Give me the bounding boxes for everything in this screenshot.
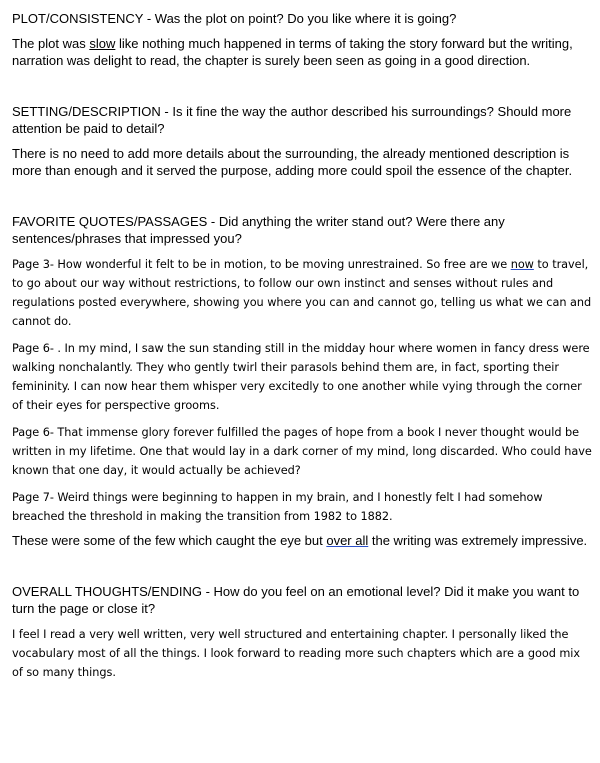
spacer — [12, 69, 592, 103]
quote-page-6b — [12, 423, 592, 480]
setting-heading: SETTING/DESCRIPTION - Is it fine the way the author described his surroundings? Should more attention be paid to detail? — [12, 104, 572, 136]
quote-page-6a — [12, 339, 592, 415]
quote-3-label: Page 6- — [12, 426, 58, 439]
quotes-closing — [12, 532, 592, 549]
quotes-closing-underlined: over all — [326, 533, 369, 548]
spacer — [12, 549, 592, 583]
quote-3-text: That immense glory forever fulfilled the pages of hope from a book I never thought would be written in my lifetime. One that would lay in a dark corner of my mind, long discarded. Who could have known that one day, it would actually be achieved? — [12, 426, 592, 477]
overall-heading: OVERALL THOUGHTS/ENDING - How do you feel on an emotional level? Did it make you want to turn the page or close it? — [12, 584, 580, 616]
document-page — [12, 10, 592, 682]
spacer — [12, 331, 592, 339]
quote-1-underlined: now — [510, 258, 534, 271]
quote-1-label: Page 3- — [12, 258, 58, 271]
plot-body-underlined: slow — [89, 36, 116, 51]
spacer — [12, 480, 592, 488]
quote-1-pre: How wonderful it felt to be in motion, to be moving unrestrained. So free are we — [57, 258, 511, 271]
quotes-heading: FAVORITE QUOTES/PASSAGES - Did anything the writer stand out? Were there any sentences/phrases that impressed you? — [12, 214, 505, 246]
quote-4-text: Weird things were beginning to happen in my brain, and I honestly felt I had somehow breached the threshold in making the transition from 1982 to 1882. — [12, 491, 543, 523]
plot-body — [12, 35, 592, 69]
spacer — [12, 179, 592, 213]
quotes-closing-pre: These were some of the few which caught the eye but — [12, 533, 327, 548]
overall-body: I feel I read a very well written, very well structured and entertaining chapter. I personally liked the vocabulary most of all the things. I look forward to reading more such chapters which are a good mix of so many things. — [12, 628, 581, 679]
plot-body-post: like nothing much happened in terms of taking the story forward but the writing, narration was delight to read, the chapter is surely been seen as going in a good direction. — [12, 36, 573, 68]
quotes-closing-post: the writing was extremely impressive. — [368, 533, 588, 548]
plot-heading: PLOT/CONSISTENCY - Was the plot on point? Do you like where it is going? — [12, 11, 457, 26]
plot-body-pre: The plot was — [12, 36, 90, 51]
spacer — [12, 415, 592, 423]
quote-page-3 — [12, 255, 592, 331]
quote-1-post: to travel, to go about our way without restrictions, to follow our own instinct and senses without rules and regulations posted everywhere, showing you where you can and cannot go, telling us what we can and cannot do. — [12, 258, 592, 328]
quote-page-7 — [12, 488, 592, 526]
setting-body: There is no need to add more details about the surrounding, the already mentioned description is more than enough and it served the purpose, adding more could spoil the essence of the chapter. — [12, 146, 573, 178]
quote-2-text: . In my mind, I saw the sun standing still in the midday hour where women in fancy dress were walking nonchalantly. They who gently twirl their parasols behind them are, in fact, sporting their femininity. I can now hear them whisper very excitedly to one another while vying through the corner of their eyes for perspective grooms. — [12, 342, 590, 412]
quote-2-label: Page 6- — [12, 342, 58, 355]
quote-4-label: Page 7- — [12, 491, 58, 504]
